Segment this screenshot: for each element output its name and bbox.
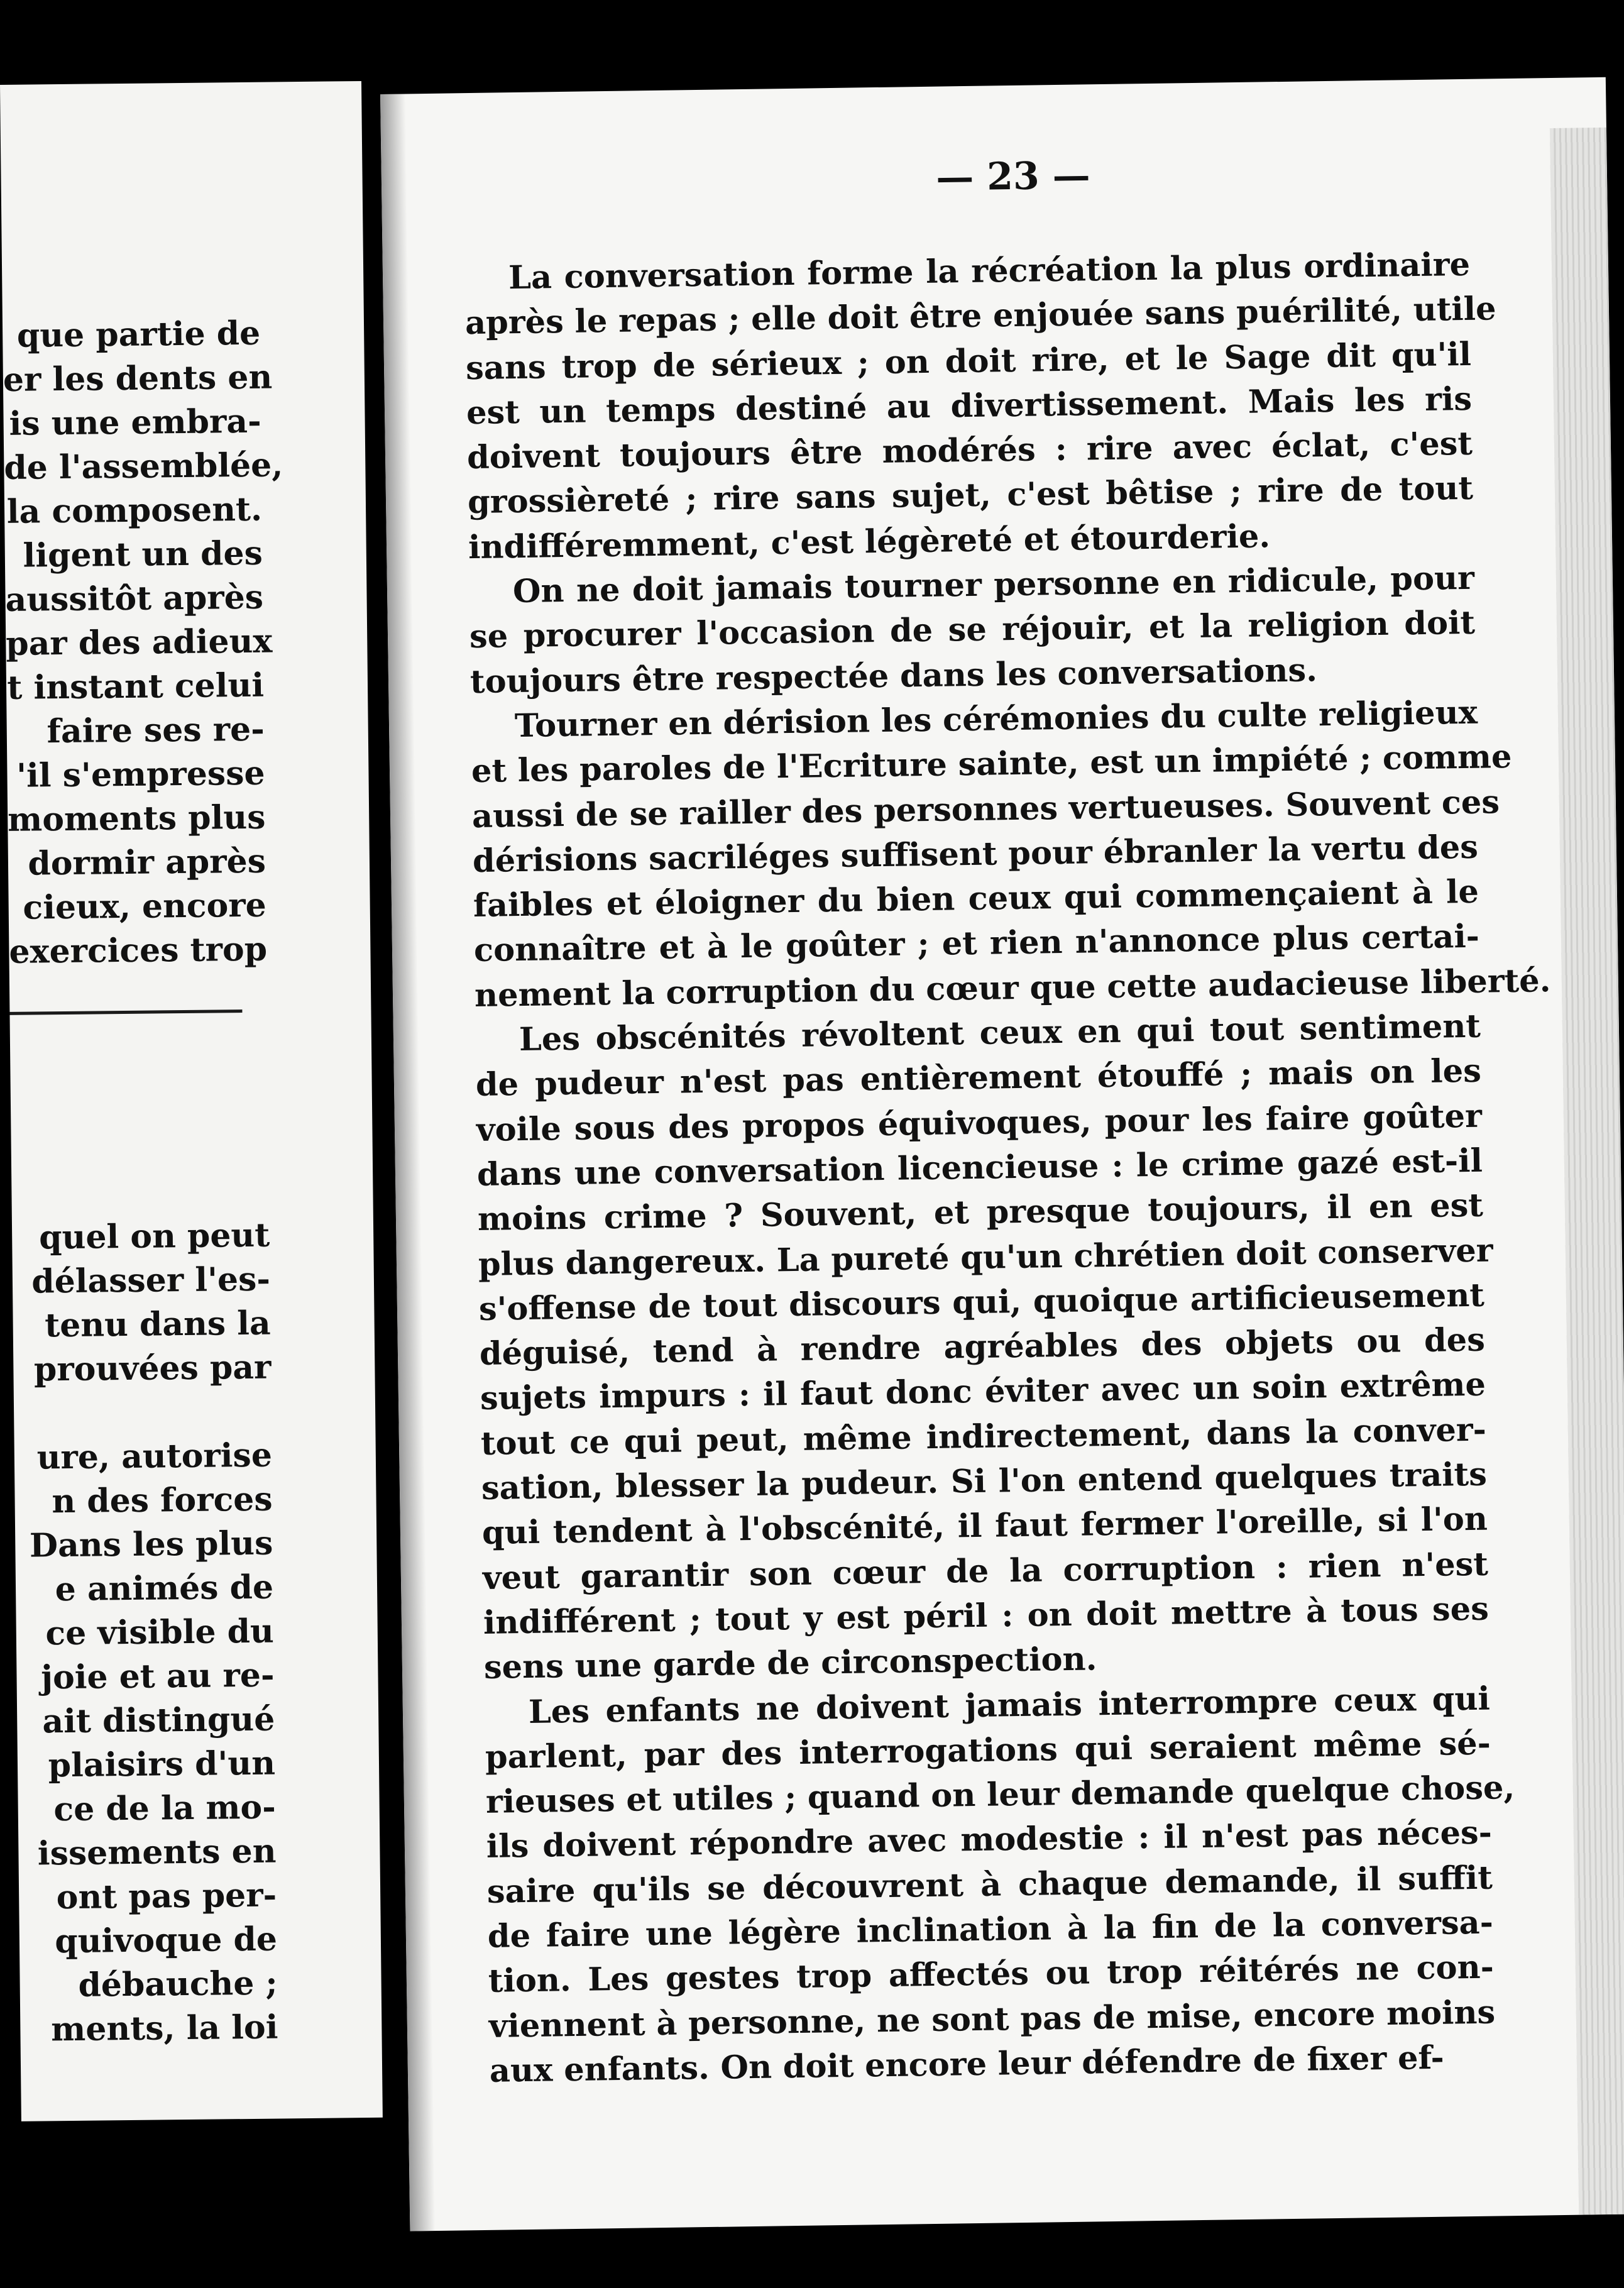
text-line: faibles et éloigner du bien ceux qui commençaient à le <box>473 872 1479 925</box>
left-page-line: la composent. <box>6 490 263 531</box>
left-page-line: ont pas per- <box>56 1876 277 1917</box>
left-page-line: délasser l'es- <box>31 1260 271 1301</box>
text-line: tion. Les gestes trop affectés ou trop réitérés ne con- <box>488 1948 1495 2001</box>
left-page-line: cieux, encore <box>23 886 267 927</box>
left-page-line: 'il s'empresse <box>16 754 265 795</box>
text-line: tout ce qui peut, même indirectement, dans la conver- <box>480 1411 1487 1463</box>
text-line: sation, blesser la pudeur. Si l'on entend quelques traits <box>481 1455 1488 1507</box>
left-page-line: prouvées par <box>33 1348 272 1389</box>
text-line: parlent, par des interrogations qui seraient même sé- <box>485 1724 1491 1776</box>
left-page-line: tenu dans la <box>44 1304 271 1345</box>
text-line: indifférent ; tout y est péril : on doit mettre à tous ses <box>483 1590 1490 1642</box>
left-page-line: ments, la loi <box>50 2008 278 2049</box>
left-page-line: débauche ; <box>78 1964 278 2005</box>
text-line: aussi de se railler des personnes vertueuses. Souvent ces <box>471 783 1500 835</box>
text-line: Tourner en dérision les cérémonies du culte religieux <box>514 693 1478 745</box>
left-page-line: ce visible du <box>45 1612 275 1653</box>
text-line: moins crime ? Souvent, et presque toujours, il en est <box>477 1186 1484 1239</box>
left-page-line: er les dents en <box>3 358 273 399</box>
left-page-line: joie et au re- <box>40 1656 275 1697</box>
text-line: qui tendent à l'obscénité, il faut fermer l'oreille, si l'on <box>481 1500 1488 1553</box>
text-line: se procurer l'occasion de se réjouir, et la religion doit <box>469 604 1476 656</box>
left-page-line: Dans les plus <box>29 1524 273 1565</box>
text-line: aux enfants. On doit encore leur défendre de fixer ef- <box>489 2038 1445 2090</box>
page-edge <box>1550 128 1624 2215</box>
text-line: et les paroles de l'Ecriture sainte, est un impiété ; comme <box>471 738 1512 791</box>
left-page-line: plaisirs d'un <box>48 1744 276 1785</box>
left-page-line: que partie de <box>16 314 261 355</box>
text-line: plus dangereux. La pureté qu'un chrétien doit conserver <box>478 1231 1493 1284</box>
text-line: rieuses et utiles ; quand on leur demande quelque chose, <box>485 1769 1515 1822</box>
text-line: Les obscénités révoltent ceux en qui tout sentiment <box>518 1007 1481 1059</box>
body-text <box>464 243 1551 2094</box>
left-page-line: quivoque de <box>54 1920 278 1961</box>
text-line: Les enfants ne doivent jamais interrompre ceux qui <box>528 1680 1491 1731</box>
section-divider <box>9 1009 242 1015</box>
page-number: — 23 — <box>935 153 1091 200</box>
text-line: ils doivent répondre avec modestie : il n'est pas néces- <box>486 1813 1493 1866</box>
text-line: indifféremment, c'est légèreté et étourderie. <box>468 517 1271 566</box>
left-page-line: is une embra- <box>9 402 261 443</box>
left-page-line: moments plus <box>7 798 266 839</box>
text-line: dans une conversation licencieuse : le crime gazé est-il <box>476 1141 1483 1194</box>
left-page-line: e animés de <box>55 1568 274 1609</box>
text-line: nement la corruption du cœur que cette audacieuse liberté. <box>474 961 1551 1015</box>
text-line: voile sous des propos équivoques, pour les faire goûter <box>476 1097 1483 1149</box>
left-page-line: par des adieux <box>5 622 273 663</box>
text-line: saire qu'ils se découvrent à chaque demande, il suffit <box>486 1859 1493 1911</box>
text-line: sujets impurs : il faut donc éviter avec un soin extrême <box>480 1366 1486 1418</box>
left-page-line: t instant celui <box>7 666 265 707</box>
left-page-text <box>0 81 361 2049</box>
text-line: veut garantir son cœur de la corruption : rien n'est <box>482 1545 1489 1597</box>
right-page <box>380 77 1624 2231</box>
text-line: de pudeur n'est pas entièrement étouffé ; mais on les <box>475 1052 1482 1104</box>
left-page-line: ligent un des <box>23 534 263 575</box>
text-line: On ne doit jamais tourner personne en ridicule, pour <box>512 559 1475 611</box>
text-line: viennent à personne, ne sont pas de mise, encore moins <box>488 1993 1496 2045</box>
text-line: dérisions sacriléges suffisent pour ébranler la vertu des <box>472 828 1479 880</box>
left-page-line: faire ses re- <box>47 710 265 751</box>
left-page-line: n des forces <box>52 1480 273 1521</box>
left-page-line: ait distingué <box>42 1700 275 1741</box>
text-line: s'offense de tout discours qui, quoique artificieusement <box>478 1276 1485 1328</box>
left-page-line: de l'assemblée, <box>4 446 283 487</box>
left-page-line: dormir après <box>28 842 266 883</box>
text-line: de faire une légère inclination à la fin de la conversa- <box>487 1903 1494 1955</box>
text-line: doivent toujours être modérés : rire avec éclat, c'est <box>466 424 1473 477</box>
text-line: La conversation forme la récréation la plus ordinaire <box>508 245 1471 297</box>
left-page-line: ce de la mo- <box>53 1788 277 1829</box>
left-page-line: issements en <box>37 1832 277 1873</box>
text-line: grossièreté ; rire sans sujet, c'est bêtise ; rire de tout <box>467 470 1474 522</box>
left-page-line: ure, autorise <box>36 1436 273 1477</box>
text-line: est un temps destiné au divertissement. Mais les ris <box>466 380 1473 432</box>
left-page-line: quel on peut <box>38 1216 270 1257</box>
text-line: connaître et à le goûter ; et rien n'annonce plus certai- <box>473 918 1480 970</box>
gutter-shadow <box>380 94 435 2231</box>
text-line: après le repas ; elle doit être enjouée sans puérilité, utile <box>464 290 1496 343</box>
left-page <box>0 81 383 2121</box>
left-page-line: aussitôt après <box>5 578 264 619</box>
text-line: toujours être respectée dans les conversations. <box>469 651 1318 701</box>
text-line: sens une garde de circonspection. <box>483 1640 1097 1687</box>
text-line: sans trop de sérieux ; on doit rire, et le Sage dit qu'il <box>465 335 1472 387</box>
text-line: déguisé, tend à rendre agréables des objets ou des <box>479 1321 1486 1373</box>
left-page-line: exercices trop <box>9 930 268 971</box>
